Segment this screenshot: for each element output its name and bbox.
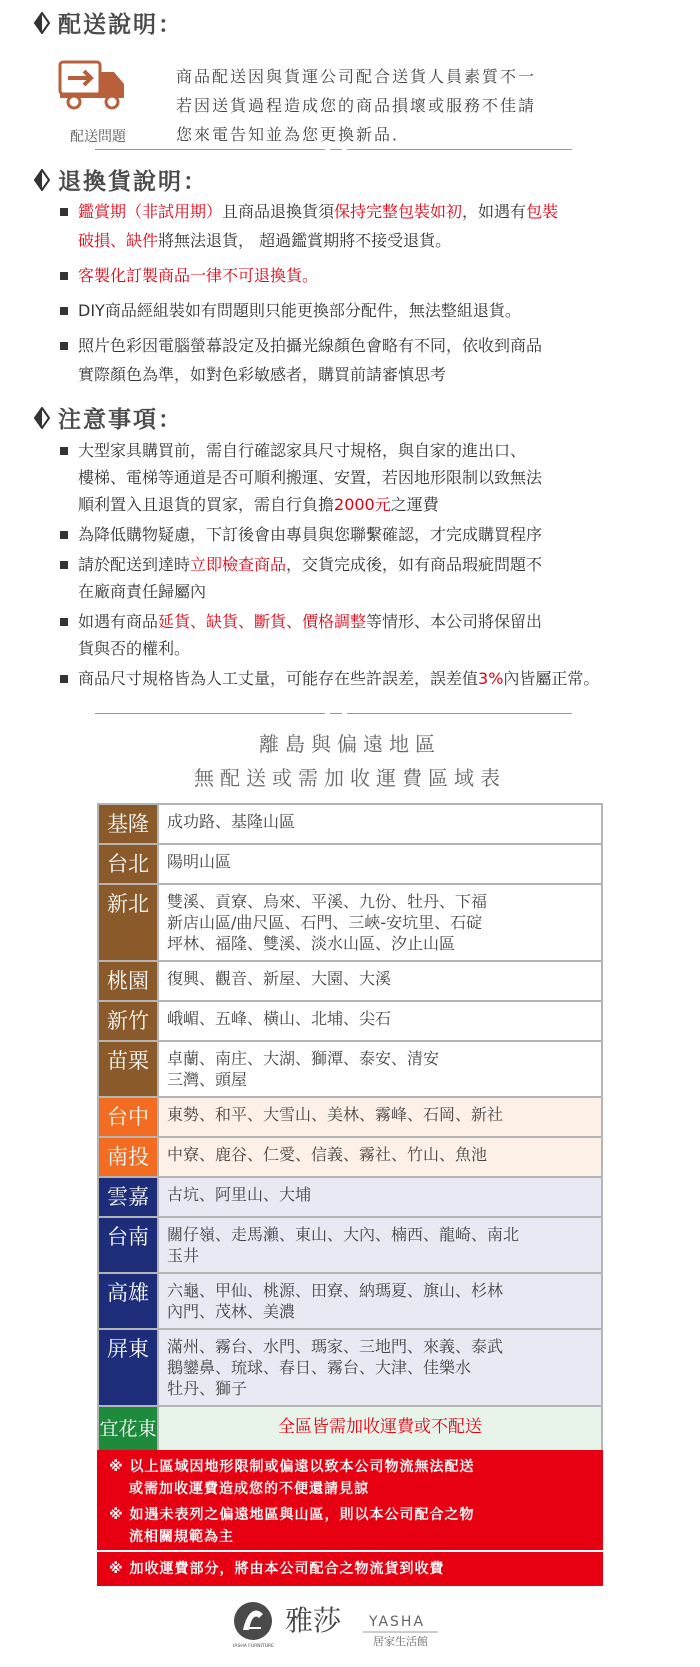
notice-top [97,1450,603,1550]
notice-line: 流相關規範為主 [129,1529,234,1545]
region-name: 高雄 [98,1273,158,1329]
truck-icon [58,58,138,114]
region-name: 新北 [98,884,158,961]
region-row [98,1001,602,1041]
square-bullet-icon [60,531,68,539]
notes-list [58,437,658,692]
region-name: 台南 [98,1217,158,1273]
list-item: DIY商品經組裝如有問題則只能更換部分配件，無法整組退貨。 [58,296,658,325]
delivery-line: 若因送貨過程造成您的商品損壞或服務不佳請 [176,96,537,115]
notice-line: ※ 加收運費部分，將由本公司配合之物流貨到收費 [97,1550,603,1586]
square-bullet-icon [60,447,68,455]
divider [330,149,342,150]
square-bullet-icon [60,272,68,280]
notice-line: ※ 以上區域因地形限制或偏遠以致本公司物流無法配送 [109,1459,475,1475]
delivery-line: 您來電告知並為您更換新品． [176,125,411,144]
region-row [98,1329,602,1406]
region-row [98,1137,602,1177]
notice-line: 或需加收運費造成您的不便還請見諒 [129,1481,369,1497]
list-item: 客製化訂製商品一律不可退換貨。 [58,261,658,290]
returns-list [58,197,658,389]
region-table [97,803,603,1453]
region-name: 台北 [98,844,158,884]
logo-tagline: 居家生活館 [373,1635,428,1648]
logo-brand-en: YASHA [369,1614,426,1630]
square-bullet-icon [60,618,68,626]
list-item: 商品尺寸規格皆為人工丈量，可能存在些許誤差，誤差值3%內皆屬正常。 [58,665,658,692]
logo-badge-text: YASHA FURNITURE [233,1644,274,1649]
region-row [98,961,602,1001]
region-areas: 卓蘭、南庄、大湖、獅潭、泰安、清安 三灣、頭屋 [158,1041,602,1097]
region-name: 新竹 [98,1001,158,1041]
region-name: 屏東 [98,1329,158,1406]
list-item: 大型家具購買前，需自行確認家具尺寸規格，與自家的進出口、 樓梯、電梯等通道是否可順利搬運、安置，若因地形限制以致無法 順利置入且退貨的買家，需自行負擔2000元之運費 [58,437,658,518]
region-areas: 復興、觀音、新屋、大園、大溪 [158,961,602,1001]
region-name: 宜花東 [98,1406,158,1452]
logo-brand-cn: 雅莎 [285,1604,342,1637]
region-areas: 陽明山區 [158,844,602,884]
region-name: 苗栗 [98,1041,158,1097]
region-row [98,1177,602,1217]
delivery-line: 商品配送因與貨運公司配合送貨人員素質不一 [176,67,537,86]
returns-title: 退換貨說明： [34,163,208,196]
yasha-logo [233,1592,473,1652]
region-areas: 關仔嶺、走馬瀨、東山、大內、楠西、龍崎、南北 玉井 [158,1217,602,1273]
region-areas: 雙溪、貢寮、烏來、平溪、九份、牡丹、下福 新店山區/曲尺區、石門、三峽-安坑里、石碇 坪林、福隆、雙溪、淡水山區、汐止山區 [158,884,602,961]
region-row [98,804,602,844]
list-item: 請於配送到達時立即檢查商品，交貨完成後，如有商品瑕疵問題不 在廠商責任歸屬內 [58,551,658,605]
square-bullet-icon [60,208,68,216]
region-row [98,1273,602,1329]
list-item: 照片色彩因電腦螢幕設定及拍攝光線顏色會略有不同，依收到商品 實際顏色為準，如對色彩敏感者，購買前請審慎思考 [58,331,658,389]
delivery-description [176,62,536,149]
region-row [98,884,602,961]
region-row [98,1217,602,1273]
divider [347,149,572,150]
diamond-bullet-icon [34,12,50,34]
truck-caption: 配送問題 [70,129,126,145]
notes-title: 注意事項： [34,401,183,434]
divider [95,149,325,150]
table-heading-line2: 無配送或需加收運費區域表 [194,766,506,790]
divider [347,713,572,714]
square-bullet-icon [60,307,68,315]
table-heading-line1: 離島與偏遠地區 [259,732,441,756]
region-areas: 全區皆需加收運費或不配送 [158,1406,602,1452]
region-row [98,1406,602,1452]
divider [95,713,325,714]
notice-line: ※ 如遇未表列之偏遠地區與山區，則以本公司配合之物 [109,1507,475,1523]
region-areas: 東勢、和平、大雪山、美林、霧峰、石岡、新社 [158,1097,602,1137]
notice-box [97,1450,603,1586]
diamond-bullet-icon [34,169,50,191]
region-name: 桃園 [98,961,158,1001]
region-row [98,1097,602,1137]
region-areas: 古坑、阿里山、大埔 [158,1177,602,1217]
list-item: 鑑賞期（非試用期）且商品退換貨須保持完整包裝如初，如遇有包裝 破損、缺件將無法退貨， 超過鑑賞期將不接受退貨。 [58,197,658,255]
region-areas: 滿州、霧台、水門、瑪家、三地門、來義、泰武 鵝鑾鼻、琉球、春日、霧台、大津、佳樂水 牡丹、獅子 [158,1329,602,1406]
region-row [98,844,602,884]
square-bullet-icon [60,342,68,350]
region-name: 雲嘉 [98,1177,158,1217]
square-bullet-icon [60,675,68,683]
region-name: 南投 [98,1137,158,1177]
region-name: 台中 [98,1097,158,1137]
diamond-bullet-icon [34,407,50,429]
delivery-title: 配送說明： [34,6,183,39]
region-areas: 峨嵋、五峰、橫山、北埔、尖石 [158,1001,602,1041]
region-areas: 中寮、鹿谷、仁愛、信義、霧社、竹山、魚池 [158,1137,602,1177]
list-item: 如遇有商品延貨、缺貨、斷貨、價格調整等情形、本公司將保留出 貨與否的權利。 [58,608,658,662]
region-name: 基隆 [98,804,158,844]
region-row [98,1041,602,1097]
divider [330,713,342,714]
square-bullet-icon [60,561,68,569]
list-item: 為降低購物疑慮，下訂後會由專員與您聯繫確認，才完成購買程序 [58,521,658,548]
region-areas: 六龜、甲仙、桃源、田寮、納瑪夏、旗山、杉林 內門、茂林、美濃 [158,1273,602,1329]
region-areas: 成功路、基隆山區 [158,804,602,844]
